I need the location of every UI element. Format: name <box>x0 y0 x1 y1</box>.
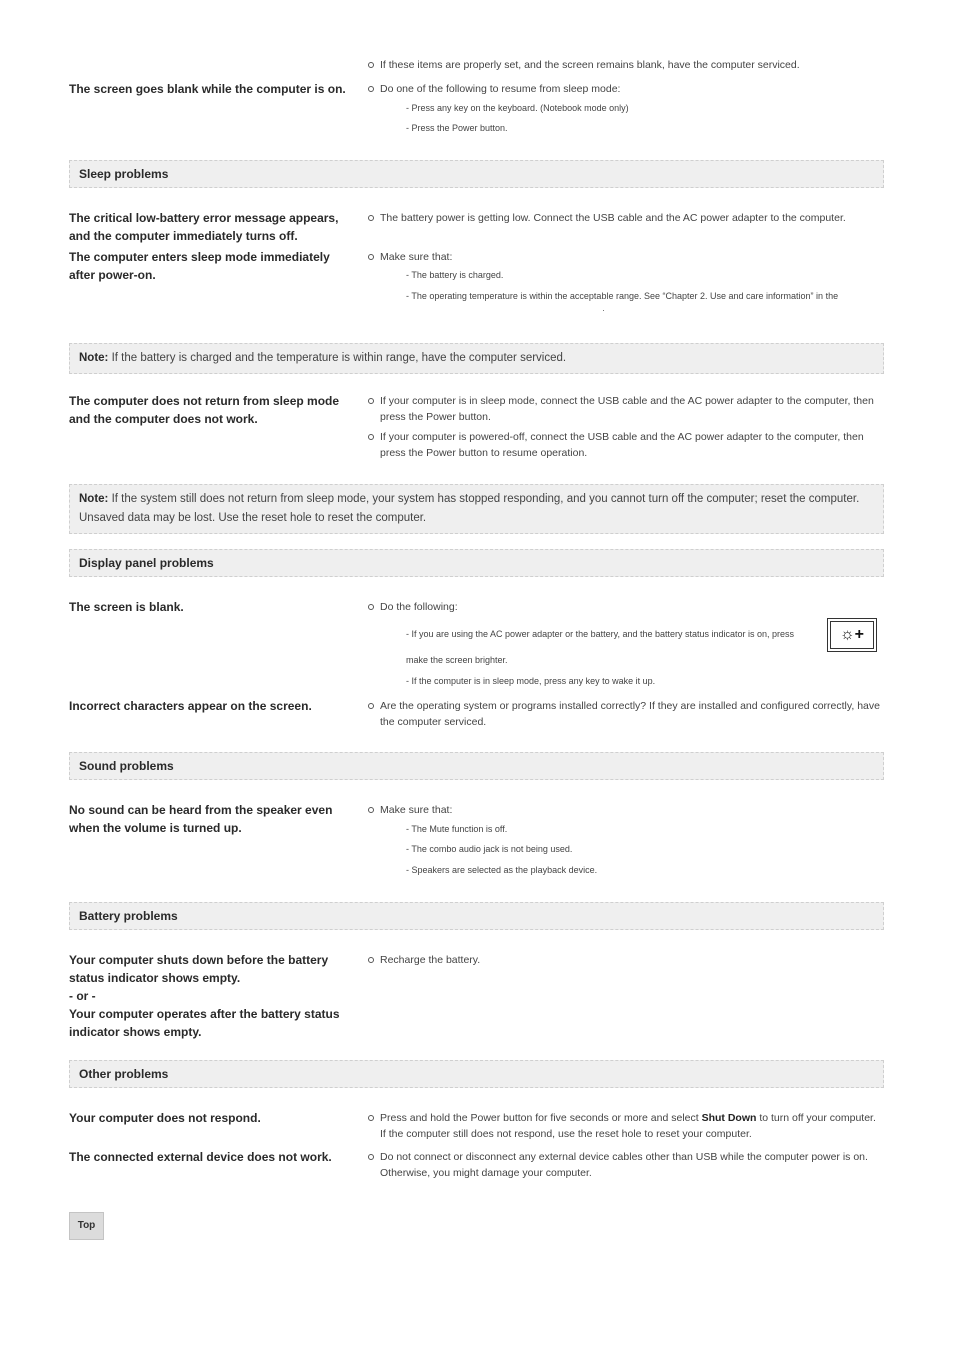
bullet-icon <box>368 254 374 260</box>
bullet-icon <box>368 86 374 92</box>
brightness-up-key-icon: ☼+ <box>827 618 877 652</box>
problem-text: The critical low-battery error message appears, and the computer immediately turns off. <box>69 211 339 243</box>
solution-item: Do the following: <box>368 599 880 615</box>
sub-item: - If the computer is in sleep mode, press any key to wake it up. <box>406 676 656 686</box>
sub-item: - If you are using the AC power adapter or the battery, and the battery status indicator is on, press <box>406 629 795 639</box>
sub-item: - The combo audio jack is not being used. <box>406 844 573 854</box>
solution-item: If these items are properly set, and the screen remains blank, have the computer serviced. <box>368 57 880 73</box>
bullet-icon <box>368 604 374 610</box>
top-button[interactable]: Top <box>69 1212 104 1240</box>
bullet-icon <box>368 215 374 221</box>
solution-item: Make sure that: <box>368 802 880 818</box>
solution-item: Do one of the following to resume from sleep mode: <box>368 81 880 97</box>
problem-text: The screen goes blank while the computer is on. <box>69 82 346 96</box>
section-header-sound: Sound problems <box>69 752 884 780</box>
bullet-icon <box>368 434 374 440</box>
solution-item: Make sure that: <box>368 249 880 265</box>
bullet-icon <box>368 398 374 404</box>
bullet-icon <box>368 1115 374 1121</box>
note-box <box>69 343 884 374</box>
solution-item: Recharge the battery. <box>368 952 880 968</box>
problem-text: Your computer does not respond. <box>69 1111 261 1125</box>
note-label: Note: <box>79 493 109 505</box>
solution-item: If your computer is powered-off, connect the USB cable and the AC power adapter to the computer, then press the Power button to resume operation. <box>368 429 880 461</box>
note-text: If the battery is charged and the temperature is within range, have the computer serviced. <box>108 352 567 364</box>
section-header-sleep: Sleep problems <box>69 160 884 188</box>
note-label: Note: <box>79 352 109 364</box>
problem-text: Incorrect characters appear on the screen. <box>69 699 312 713</box>
section-header-other: Other problems <box>69 1060 884 1088</box>
bullet-icon <box>368 703 374 709</box>
solution-item: Do not connect or disconnect any external device cables other than USB while the computer power is on. Otherwise, you might damage your computer. <box>368 1149 880 1181</box>
sub-item: make the screen brighter. <box>406 655 508 665</box>
bullet-icon <box>368 807 374 813</box>
bullet-icon <box>368 957 374 963</box>
section-header-battery: Battery problems <box>69 902 884 930</box>
problem-text: No sound can be heard from the speaker even when the volume is turned up. <box>69 803 333 835</box>
bullet-icon <box>368 1154 374 1160</box>
problem-text: The screen is blank. <box>69 600 184 614</box>
section-header-display: Display panel problems <box>69 549 884 577</box>
note-text: If the system still does not return from sleep mode, your system has stopped responding, and you cannot turn off the computer; reset the computer. Unsaved data may be lost. Use the reset hole to reset the computer. <box>79 493 860 524</box>
solution-item: Are the operating system or programs installed correctly? If they are installed and configured correctly, have the computer serviced. <box>368 698 880 730</box>
sub-item: - The battery is charged. <box>406 270 504 280</box>
solution-item: Press and hold the Power button for five seconds or more and select Shut Down to turn off your computer. If the computer still does not respond, use the reset hole to reset your computer. <box>368 1110 880 1142</box>
solution-item: If your computer is in sleep mode, connect the USB cable and the AC power adapter to the computer, then press the Power button. <box>368 393 880 425</box>
bullet-icon <box>368 62 374 68</box>
sub-item: - The Mute function is off. <box>406 824 508 834</box>
sub-item: - Press any key on the keyboard. (Notebook mode only) <box>406 103 629 113</box>
problem-text: The computer enters sleep mode immediately after power-on. <box>69 250 330 282</box>
problem-text: The connected external device does not work. <box>69 1150 332 1164</box>
sub-item: - The operating temperature is within the acceptable range. See “Chapter 2. Use and care information” in the <box>406 291 839 301</box>
problem-text: The computer does not return from sleep mode and the computer does not work. <box>69 394 340 426</box>
sub-item: - Press the Power button. <box>406 123 508 133</box>
sub-item: - Speakers are selected as the playback device. <box>406 865 598 875</box>
solution-item: The battery power is getting low. Connect the USB cable and the AC power adapter to the computer. <box>368 210 880 226</box>
stray-dot <box>603 310 604 311</box>
note-box <box>69 484 884 534</box>
problem-text: Your computer shuts down before the battery status indicator shows empty. - or - Your computer operates after the battery status indicator shows empty. <box>69 953 340 1039</box>
